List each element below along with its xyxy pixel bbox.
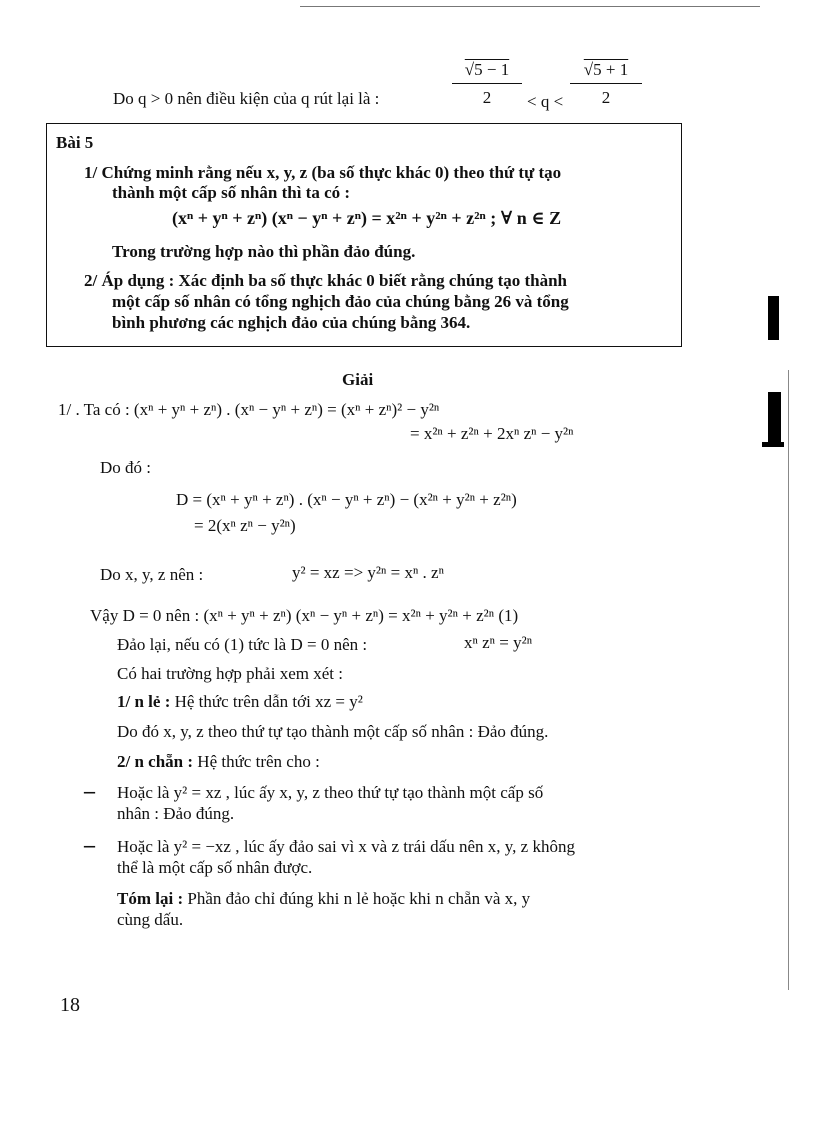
- solution-heading: Giải: [342, 370, 374, 389]
- solution-line-7: Vậy D = 0 nên : (xⁿ + yⁿ + zⁿ) (xⁿ − yⁿ + zⁿ) = x²ⁿ + y²ⁿ + z²ⁿ (1): [90, 606, 519, 625]
- summary-text: Phần đảo chỉ đúng khi n lẻ hoặc khi n chẵn và x, y: [187, 889, 531, 908]
- solution-line-4: D = (xⁿ + yⁿ + zⁿ) . (xⁿ − yⁿ + zⁿ) − (x²ⁿ + y²ⁿ + z²ⁿ): [176, 490, 517, 509]
- scan-mark-bar: [762, 442, 784, 447]
- case-odd-label: 1/ n lẻ :: [117, 692, 171, 711]
- solution-line-11: Do đó x, y, z theo thứ tự tạo thành một cấp số nhân : Đảo đúng.: [117, 722, 549, 741]
- fraction-denominator: 2: [601, 88, 611, 107]
- top-scan-rule: [300, 6, 760, 7]
- solution-line-8b: xⁿ zⁿ = y²ⁿ: [464, 633, 533, 652]
- exercise-part2-line1: 2/ Áp dụng : Xác định ba số thực khác 0 biết rằng chúng tạo thành: [84, 271, 568, 290]
- solution-line-8a: Đảo lại, nếu có (1) tức là D = 0 nên :: [117, 635, 368, 654]
- exercise-identity-formula: (xⁿ + yⁿ + zⁿ) (xⁿ − yⁿ + zⁿ) = x²ⁿ + y²ⁿ + z²ⁿ ; ∀ n ∈ Z: [172, 208, 562, 228]
- exercise-title: Bài 5: [56, 133, 94, 152]
- exercise-part2-line2: một cấp số nhân có tổng nghịch đảo của chúng bằng 26 và tổng: [112, 292, 569, 311]
- solution-line-5: = 2(xⁿ zⁿ − y²ⁿ): [194, 516, 296, 535]
- exercise-part1-line3: Trong trường hợp nào thì phần đảo đúng.: [112, 242, 416, 261]
- case-odd-text: Hệ thức trên dẫn tới xz = y²: [174, 692, 363, 711]
- exercise-part1-line1: 1/ Chứng minh rằng nếu x, y, z (ba số thực khác 0) theo thứ tự tạo: [84, 163, 562, 182]
- solution-line-6b: y² = xz => y²ⁿ = xⁿ . zⁿ: [292, 563, 444, 582]
- bullet-1-line1: Hoặc là y² = xz , lúc ấy x, y, z theo thứ tự tạo thành một cấp số: [117, 783, 544, 802]
- solution-line-1: 1/ . Ta có : (xⁿ + yⁿ + zⁿ) . (xⁿ − yⁿ + zⁿ) = (xⁿ + zⁿ)² − y²ⁿ: [58, 400, 440, 419]
- solution-line-6a: Do x, y, z nên :: [100, 565, 204, 584]
- summary-label: Tóm lại :: [117, 889, 184, 908]
- summary-line-2: cùng dấu.: [117, 910, 184, 929]
- right-scan-rule: [788, 370, 789, 990]
- bullet-2-line1: Hoặc là y² = −xz , lúc ấy đảo sai vì x và z trái dấu nên x, y, z không: [117, 837, 575, 856]
- intro-text: Do q > 0 nên điều kiện của q rút lại là :: [113, 89, 380, 108]
- solution-line-10: [117, 692, 363, 712]
- solution-line-2: = x²ⁿ + z²ⁿ + 2xⁿ zⁿ − y²ⁿ: [410, 424, 574, 443]
- bullet-2-line2: thể là một cấp số nhân được.: [117, 858, 313, 877]
- bullet-dash: –: [84, 778, 95, 803]
- fraction-lower-bound: [452, 60, 522, 108]
- case-even-label: 2/ n chẵn :: [117, 752, 194, 771]
- bullet-dash: –: [84, 832, 95, 857]
- page-number: 18: [60, 994, 80, 1016]
- exercise-part1-line2: thành một cấp số nhân thì ta có :: [112, 183, 351, 202]
- inequality-sign: < q <: [527, 92, 564, 111]
- fraction-denominator: 2: [482, 88, 492, 107]
- scan-mark-upper: [768, 296, 779, 340]
- summary-line-1: [117, 889, 530, 909]
- scan-mark-lower: [768, 392, 781, 442]
- bullet-1-line2: nhân : Đảo đúng.: [117, 804, 235, 823]
- exercise-part2-line3: bình phương các nghịch đảo của chúng bằng 364.: [112, 313, 471, 332]
- fraction-numerator: √5 − 1: [464, 60, 510, 79]
- case-even-text: Hệ thức trên cho :: [197, 752, 320, 771]
- fraction-upper-bound: [570, 60, 642, 108]
- solution-line-9: Có hai trường hợp phải xem xét :: [117, 664, 343, 683]
- solution-line-12: [117, 752, 320, 772]
- fraction-numerator: √5 + 1: [583, 60, 629, 79]
- solution-line-3: Do đó :: [100, 458, 151, 477]
